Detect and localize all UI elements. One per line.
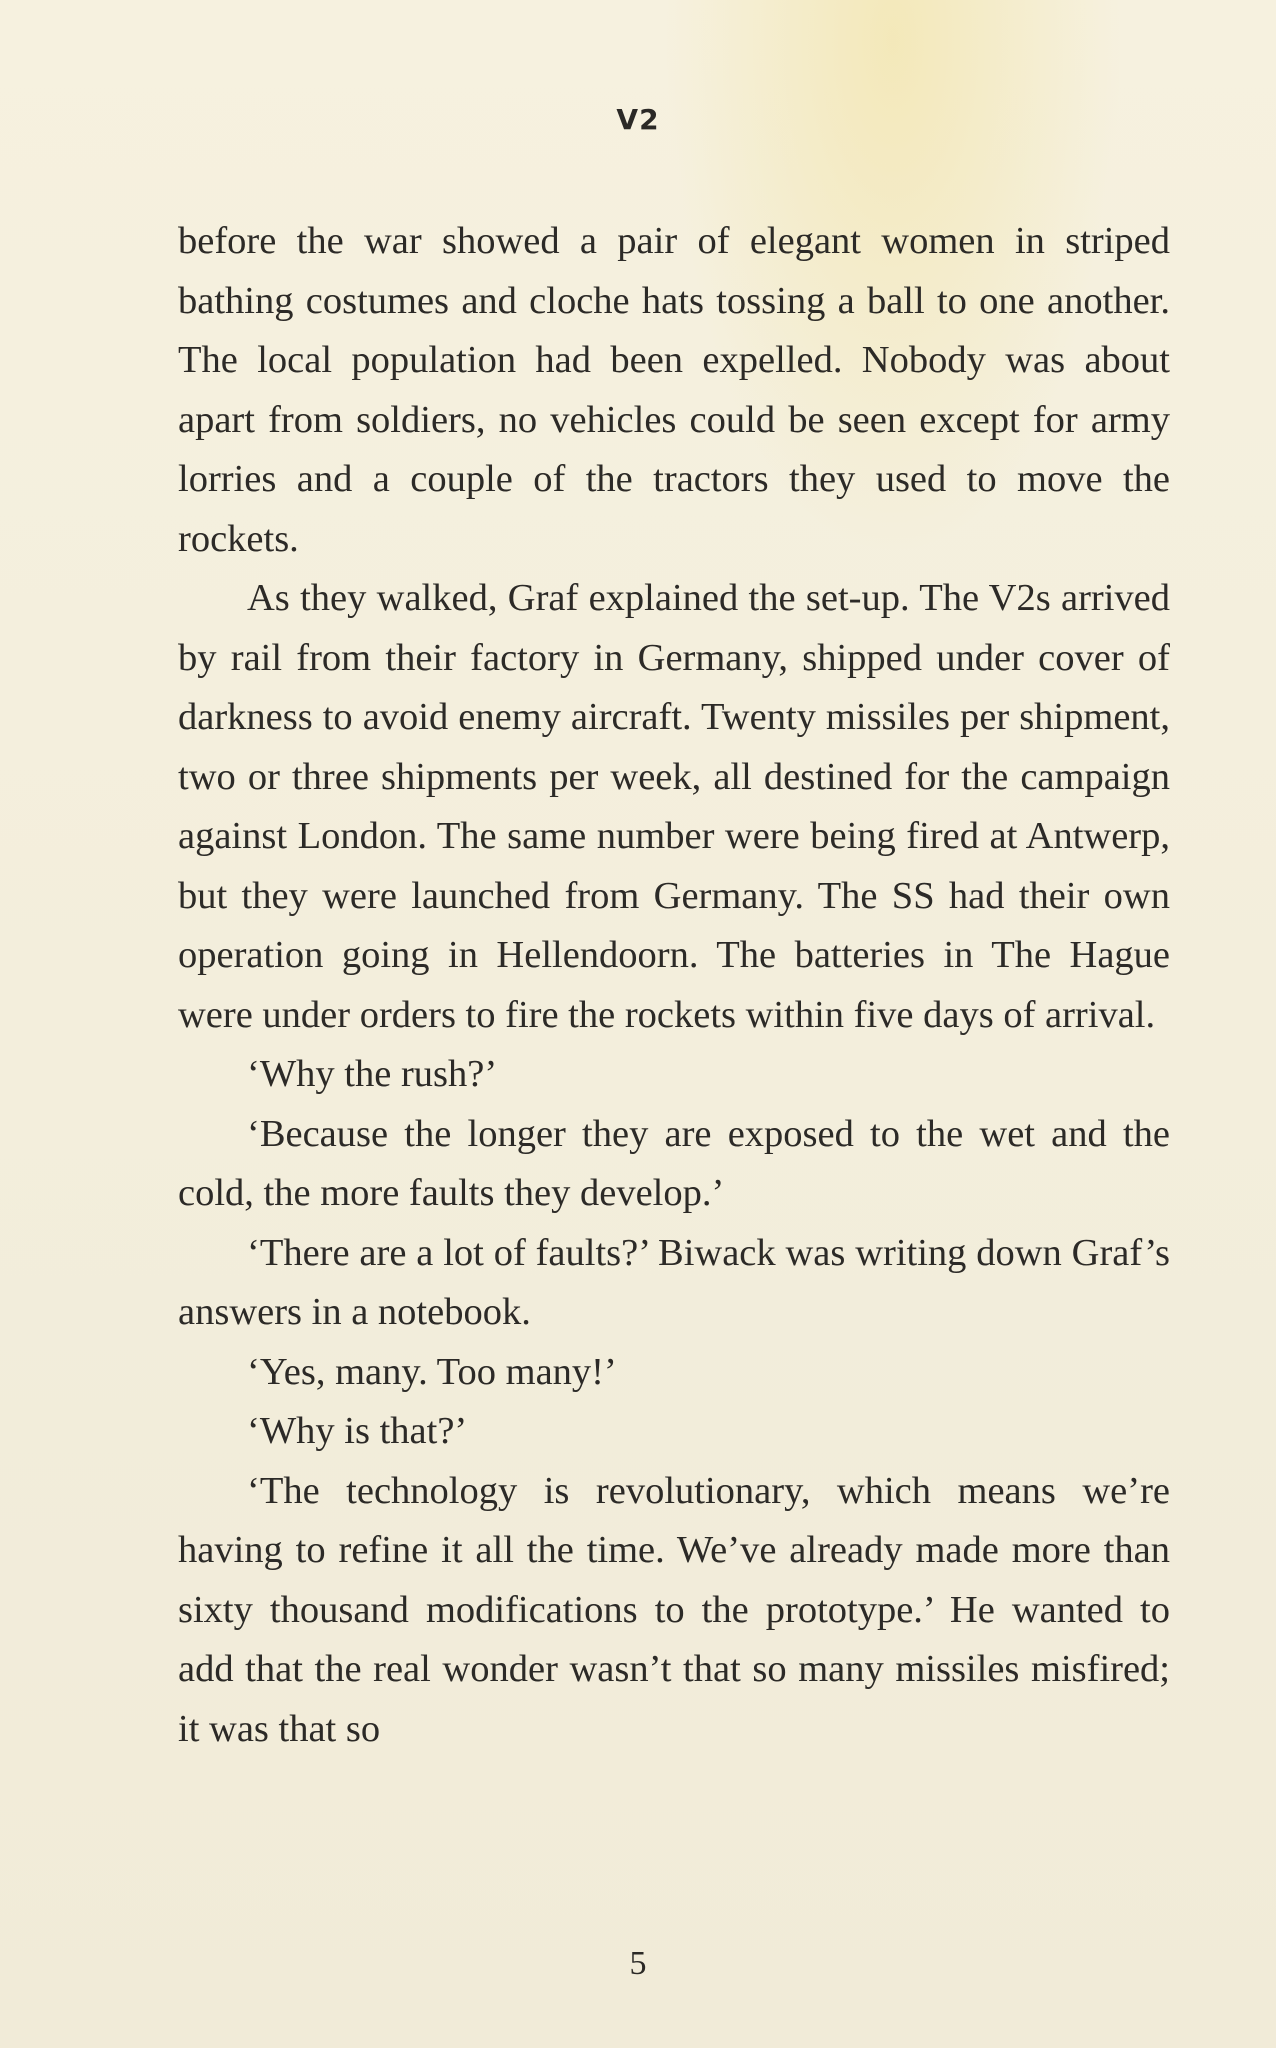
- paragraph-continuation: before the war showed a pair of elegant women in striped bathing costumes and cloche hats tossing a ball to one another. The local population had been expelled. Nobody was about apart from soldiers, no vehicles could be seen except for army lorries and a couple of the tractors they used to move the rockets.: [178, 220, 1170, 560]
- paragraph: ‘Yes, many. Too many!’: [247, 1350, 617, 1393]
- page-number: 5: [629, 1945, 647, 1982]
- paragraph: ‘Why is that?’: [247, 1410, 468, 1452]
- paragraph: ‘Why the rush?’: [247, 1053, 498, 1095]
- paragraph: ‘There are a lot of faults?’ Biwack was writing down Graf’s answers in a notebook.: [178, 1231, 1170, 1333]
- paragraph: ‘The technology is revolutionary, which means we’re having to refine it all the time. We’ve already made more than sixty thousand modifications to the prototype.’ He wanted to add that the real wonder wasn’t that so many missiles misfired; it was that so: [178, 1469, 1170, 1750]
- paragraph: ‘Because the longer they are exposed to the wet and the cold, the more faults they develop.’: [178, 1112, 1170, 1214]
- body-text: [178, 212, 1170, 1759]
- running-head: V2: [616, 103, 660, 136]
- paragraph: As they walked, Graf explained the set-up. The V2s arrived by rail from their factory in Germany, shipped under cover of darkness to avoid enemy aircraft. Twenty missiles per shipment, two or three shipments per week, all destined for the campaign against London. The same number were being fired at Antwerp, but they were launched from Germany. The SS had their own operation going in Hellendoorn. The batteries in The Hague were under orders to fire the rockets within five days of arrival.: [178, 577, 1170, 1036]
